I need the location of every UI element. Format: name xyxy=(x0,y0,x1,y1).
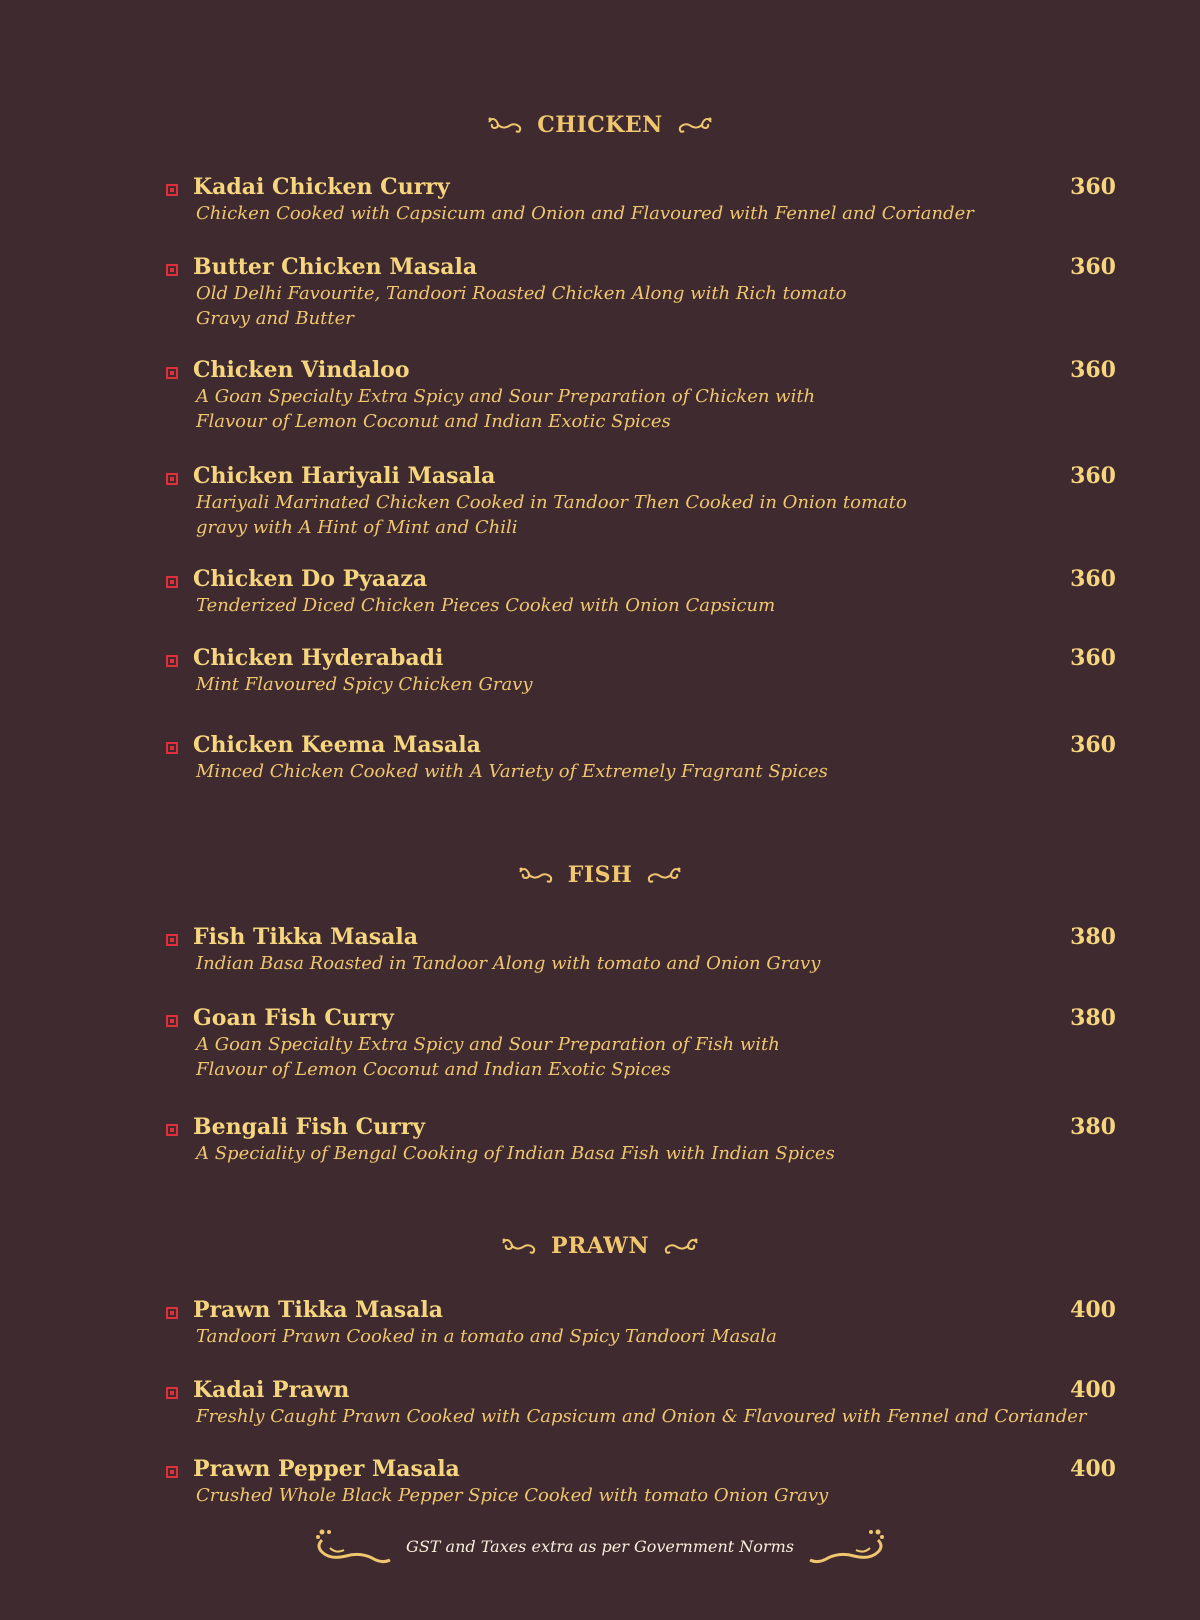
item-price: 380 xyxy=(1070,924,1116,950)
item-description xyxy=(196,490,1076,540)
section-title: PRAWN xyxy=(550,1233,650,1259)
item-price: 360 xyxy=(1070,732,1116,758)
item-name: Chicken Do Pyaaza xyxy=(193,566,428,592)
item-description-line: Gravy and Butter xyxy=(196,308,354,329)
swirl-flourish-icon xyxy=(677,115,715,135)
section-title: FISH xyxy=(567,862,633,888)
item-description xyxy=(196,281,1076,331)
item-description-line: Hariyali Marinated Chicken Cooked in Tandoor Then Cooked in Onion tomato xyxy=(196,492,907,513)
red-square-bullet-icon xyxy=(166,934,178,946)
item-name: Goan Fish Curry xyxy=(193,1005,394,1031)
red-square-bullet-icon xyxy=(166,1387,178,1399)
item-price: 400 xyxy=(1070,1377,1116,1403)
swirl-flourish-icon xyxy=(663,1236,701,1256)
item-name: Prawn Pepper Masala xyxy=(193,1456,460,1482)
footer xyxy=(0,1526,1200,1566)
item-description xyxy=(196,201,1076,226)
red-square-bullet-icon xyxy=(166,264,178,276)
item-description-line: Indian Basa Roasted in Tandoor Along with tomato and Onion Gravy xyxy=(196,953,821,974)
item-name: Bengali Fish Curry xyxy=(193,1114,426,1140)
red-square-bullet-icon xyxy=(166,576,178,588)
item-description xyxy=(196,384,1076,434)
item-price: 360 xyxy=(1070,566,1116,592)
item-description xyxy=(196,1141,1076,1166)
red-square-bullet-icon xyxy=(166,1124,178,1136)
item-description-line: Tandoori Prawn Cooked in a tomato and Spicy Tandoori Masala xyxy=(196,1326,777,1347)
red-square-bullet-icon xyxy=(166,1015,178,1027)
item-description xyxy=(196,1032,1076,1082)
item-price: 380 xyxy=(1070,1114,1116,1140)
item-price: 360 xyxy=(1070,463,1116,489)
item-description xyxy=(196,593,1076,618)
item-description xyxy=(196,1404,1096,1429)
item-price: 360 xyxy=(1070,357,1116,383)
item-name: Chicken Keema Masala xyxy=(193,732,481,758)
item-name: Butter Chicken Masala xyxy=(193,254,478,280)
red-square-bullet-icon xyxy=(166,1466,178,1478)
item-description xyxy=(196,672,1076,697)
item-description-line: Crushed Whole Black Pepper Spice Cooked with tomato Onion Gravy xyxy=(196,1485,829,1506)
item-price: 360 xyxy=(1070,254,1116,280)
swirl-flourish-icon xyxy=(499,1236,537,1256)
item-name: Kadai Chicken Curry xyxy=(193,174,450,200)
red-square-bullet-icon xyxy=(166,742,178,754)
section-header-prawn xyxy=(0,1233,1200,1259)
item-description xyxy=(196,1324,1076,1349)
item-name: Chicken Hyderabadi xyxy=(193,645,444,671)
item-name: Chicken Hariyali Masala xyxy=(193,463,496,489)
swirl-flourish-icon xyxy=(646,865,684,885)
item-description-line: Flavour of Lemon Coconut and Indian Exotic Spices xyxy=(196,1059,671,1080)
item-description xyxy=(196,951,1076,976)
section-header-chicken xyxy=(0,112,1200,138)
scroll-flourish-icon xyxy=(310,1526,394,1566)
item-price: 360 xyxy=(1070,174,1116,200)
item-description-line: Freshly Caught Prawn Cooked with Capsicum and Onion & Flavoured with Fennel and Coriander xyxy=(196,1406,1087,1427)
section-title: CHICKEN xyxy=(537,112,663,138)
swirl-flourish-icon xyxy=(485,115,523,135)
item-price: 360 xyxy=(1070,645,1116,671)
item-description-line: A Goan Specialty Extra Spicy and Sour Preparation of Fish with xyxy=(196,1034,780,1055)
item-description-line: Tenderized Diced Chicken Pieces Cooked with Onion Capsicum xyxy=(196,595,776,616)
item-description xyxy=(196,1483,1076,1508)
item-description-line: Flavour of Lemon Coconut and Indian Exotic Spices xyxy=(196,411,671,432)
item-description-line: Minced Chicken Cooked with A Variety of Extremely Fragrant Spices xyxy=(196,761,828,782)
item-name: Fish Tikka Masala xyxy=(193,924,419,950)
item-description-line: Chicken Cooked with Capsicum and Onion and Flavoured with Fennel and Coriander xyxy=(196,203,974,224)
item-description-line: Old Delhi Favourite, Tandoori Roasted Chicken Along with Rich tomato xyxy=(196,283,847,304)
section-header-fish xyxy=(0,862,1200,888)
swirl-flourish-icon xyxy=(516,865,554,885)
item-description-line: Mint Flavoured Spicy Chicken Gravy xyxy=(196,674,533,695)
item-description-line: A Goan Specialty Extra Spicy and Sour Preparation of Chicken with xyxy=(196,386,816,407)
item-name: Kadai Prawn xyxy=(193,1377,350,1403)
item-price: 400 xyxy=(1070,1297,1116,1323)
item-price: 400 xyxy=(1070,1456,1116,1482)
red-square-bullet-icon xyxy=(166,655,178,667)
item-description-line: A Speciality of Bengal Cooking of Indian Basa Fish with Indian Spices xyxy=(196,1143,835,1164)
scroll-flourish-icon xyxy=(806,1526,890,1566)
tax-note: GST and Taxes extra as per Government Norms xyxy=(406,1536,794,1556)
item-price: 380 xyxy=(1070,1005,1116,1031)
item-name: Prawn Tikka Masala xyxy=(193,1297,443,1323)
item-description-line: gravy with A Hint of Mint and Chili xyxy=(196,517,518,538)
item-name: Chicken Vindaloo xyxy=(193,357,410,383)
red-square-bullet-icon xyxy=(166,184,178,196)
red-square-bullet-icon xyxy=(166,473,178,485)
item-description xyxy=(196,759,1076,784)
red-square-bullet-icon xyxy=(166,367,178,379)
red-square-bullet-icon xyxy=(166,1307,178,1319)
